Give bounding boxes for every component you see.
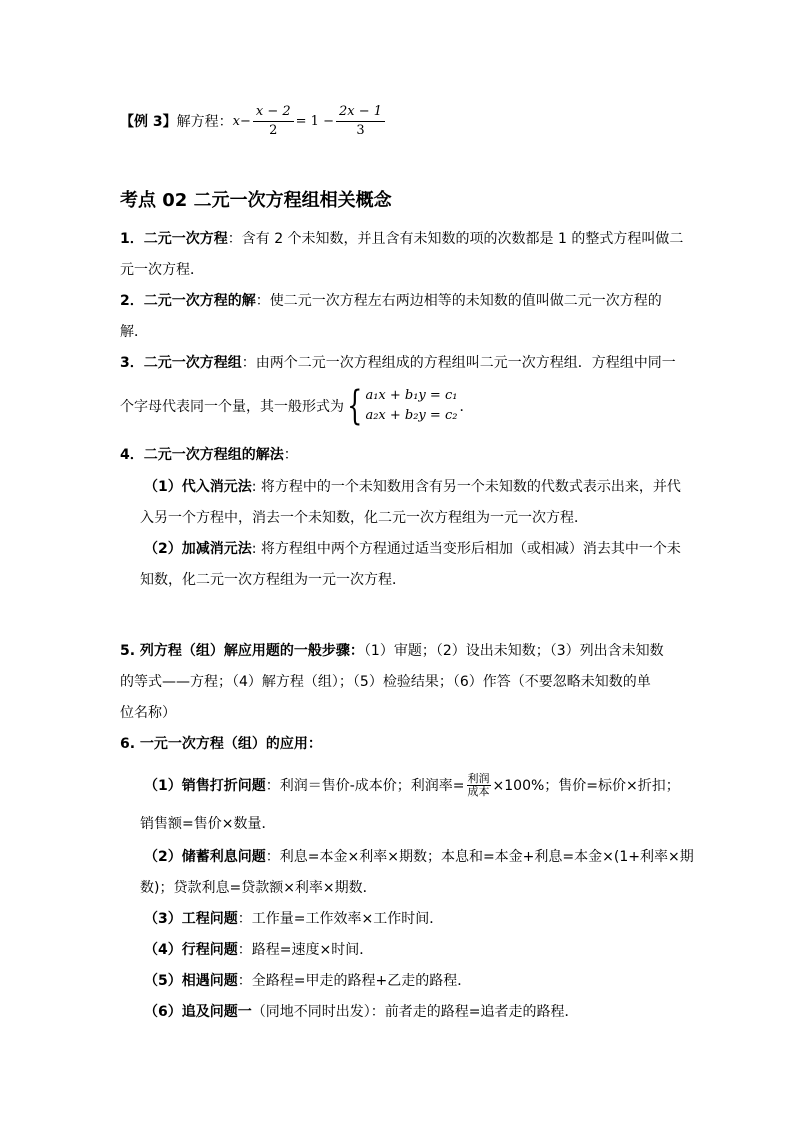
app-2-line-2: 数)；贷款利息=贷款额×利率×期数． bbox=[140, 880, 377, 896]
item-2-line-1 bbox=[120, 290, 662, 310]
item-5-line-2: 的等式——方程；（4）解方程（组）；（5）检验结果；（6）作答（不要忽略未知数的单 bbox=[120, 674, 651, 690]
app-1-line-2: 销售额=售价×数量． bbox=[140, 816, 276, 832]
fraction-2-denominator: 3 bbox=[356, 122, 365, 138]
item-1-line-1 bbox=[120, 228, 683, 248]
item-3-line-1 bbox=[120, 352, 676, 372]
item-5-line-3: 位名称） bbox=[120, 705, 176, 721]
item-5-body-a: （1）审题；（2）设出未知数；（3）列出含未知数 bbox=[363, 643, 664, 659]
item-2-line-2: 解． bbox=[120, 324, 148, 340]
item-1-body-a: ：含有 2 个未知数，并且含有未知数的项的次数都是 1 的整式方程叫做二 bbox=[227, 231, 684, 247]
app-5-line bbox=[144, 970, 471, 990]
app-3-body: ：工作量=工作效率×工作时间． bbox=[237, 911, 444, 927]
item-3-heading: 3．二元一次方程组 bbox=[120, 355, 242, 371]
fraction-1 bbox=[253, 105, 294, 138]
fraction-2-numerator: 2x − 1 bbox=[336, 105, 385, 122]
item-4-2-body-a: : 将方程组中两个方程通过适当变形后相加（或相减）消去其中一个未 bbox=[251, 541, 681, 557]
item-3-line-2 bbox=[120, 382, 473, 430]
profit-rate-fraction bbox=[467, 773, 491, 798]
item-2-body-a: ：使二元一次方程左右两边相等的未知数的值叫做二元一次方程的 bbox=[255, 293, 662, 309]
system-line-1: a₁x + b₁y = c₁ bbox=[365, 388, 458, 403]
app-6-heading: （6）追及问题一 bbox=[144, 1004, 252, 1020]
app-2-body-a: ：利息=本金×利率×期数；本息和=本金+利息=本金×(1+利率×期 bbox=[265, 849, 694, 865]
example-label: 【例 3】 bbox=[120, 114, 177, 130]
app-6-line bbox=[144, 1001, 578, 1021]
app-5-body: ：全路程=甲走的路程+乙走的路程． bbox=[237, 973, 472, 989]
app-2-line-1 bbox=[144, 846, 694, 866]
item-4-1-line-2: 入另一个方程中，消去一个未知数，化二元一次方程组为一元一次方程． bbox=[140, 510, 588, 526]
app-6-body: （同地不同时出发）：前者走的路程=追者走的路程． bbox=[251, 1004, 579, 1020]
eq-x: x bbox=[232, 113, 240, 129]
item-3-body-b: 个字母代表同一个量，其一般形式为 bbox=[120, 399, 344, 415]
fraction-1-numerator: x − 2 bbox=[253, 105, 294, 122]
app-1-line-1 bbox=[144, 768, 680, 802]
app-5-heading: （5）相遇问题 bbox=[144, 973, 238, 989]
app-1-body-b: ×100%；售价=标价×折扣； bbox=[492, 778, 680, 794]
item-3-body-a: ：由两个二元一次方程组成的方程组叫二元一次方程组．方程组中同一 bbox=[241, 355, 676, 371]
item-4-1-heading: （1）代入消元法 bbox=[144, 479, 252, 495]
item-4-colon: ： bbox=[283, 447, 298, 463]
app-4-heading: （4）行程问题 bbox=[144, 942, 238, 958]
app-1-heading: （1）销售打折问题 bbox=[144, 778, 266, 794]
item-4-1-body-a: : 将方程中的一个未知数用含有另一个未知数的代数式表示出来，并代 bbox=[251, 479, 681, 495]
app-4-body: ：路程=速度×时间． bbox=[237, 942, 374, 958]
item-2-heading: 2．二元一次方程的解 bbox=[120, 293, 256, 309]
item-4-2-line-2: 知数，化二元一次方程组为一元一次方程． bbox=[140, 572, 406, 588]
app-3-heading: （3）工程问题 bbox=[144, 911, 238, 927]
example-prompt: 解方程： bbox=[176, 114, 233, 130]
item-4-2-heading: （2）加减消元法 bbox=[144, 541, 252, 557]
profit-rate-denominator: 成本 bbox=[467, 784, 490, 798]
equation-system-brace: { bbox=[347, 383, 363, 429]
app-3-line bbox=[144, 908, 443, 928]
item-3-end: ． bbox=[459, 399, 474, 415]
item-1-line-2: 元一次方程． bbox=[120, 262, 204, 278]
item-4-heading: 4．二元一次方程组的解法 bbox=[120, 447, 284, 463]
item-5-line-1 bbox=[120, 640, 664, 660]
item-4-1-line-1 bbox=[144, 476, 681, 496]
equation-system bbox=[365, 386, 457, 426]
section-title: 考点 02 二元一次方程组相关概念 bbox=[120, 190, 392, 211]
fraction-1-denominator: 2 bbox=[269, 122, 278, 138]
app-2-heading: （2）储蓄利息问题 bbox=[144, 849, 266, 865]
item-4-2-line-1 bbox=[144, 538, 681, 558]
eq-rhs: = 1 − bbox=[295, 113, 334, 129]
example-3-line bbox=[120, 104, 387, 138]
eq-minus: − bbox=[239, 113, 251, 129]
example-equation bbox=[233, 105, 387, 138]
app-1-body-a: ：利润＝售价-成本价；利润率= bbox=[265, 778, 465, 794]
profit-rate-numerator: 利润 bbox=[467, 771, 490, 785]
item-6-heading: 6. 一元一次方程（组）的应用： bbox=[120, 736, 322, 752]
item-4-line bbox=[120, 444, 298, 464]
item-1-heading: 1．二元一次方程 bbox=[120, 231, 228, 247]
fraction-2 bbox=[336, 105, 385, 138]
item-5-heading: 5. 列方程（组）解应用题的一般步骤： bbox=[120, 643, 364, 659]
system-line-2: a₂x + b₂y = c₂ bbox=[365, 408, 458, 423]
app-4-line bbox=[144, 939, 373, 959]
